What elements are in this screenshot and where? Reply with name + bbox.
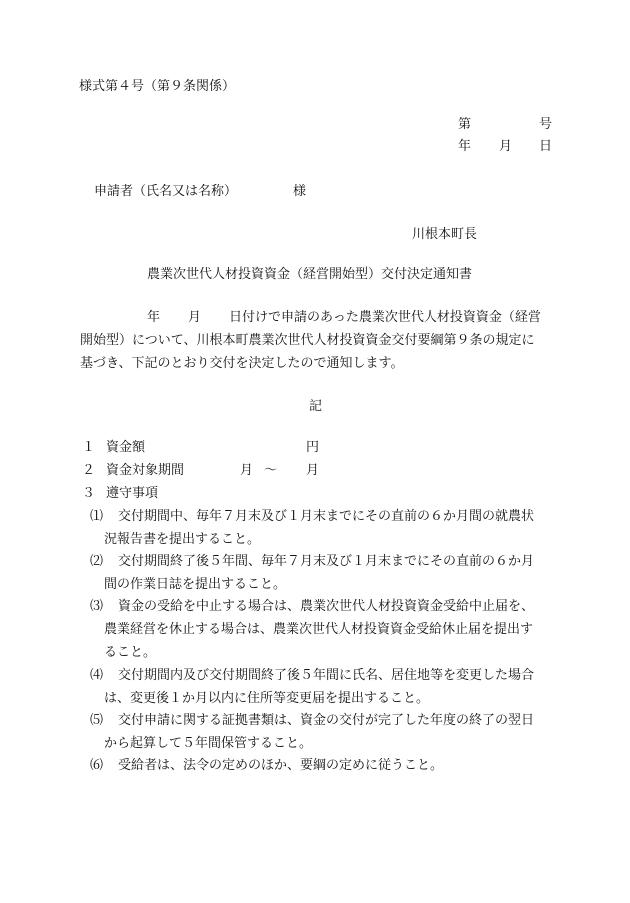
condition-5-line-1: 交付申請に関する証拠書類は、資金の交付が完了した年度の終了の翌日 [118, 713, 535, 728]
date-year-label: 年 [458, 139, 472, 154]
item-1-number: １ [82, 440, 96, 455]
condition-4-number: ⑷ [90, 668, 104, 683]
condition-2-line-2: 間の作業日誌を提出すること。 [104, 577, 287, 592]
applicant-label: 申請者（氏名又は名称） [94, 184, 238, 199]
item-3-number: ３ [82, 486, 96, 501]
condition-5-line-2: から起算して５年間保管すること。 [104, 736, 313, 751]
item-1-unit: 円 [306, 440, 320, 455]
item-2-from-month: 月 [240, 463, 254, 478]
condition-2-line-1: 交付期間終了後５年間、毎年７月末及び１月末までにその直前の６か月 [118, 554, 535, 569]
item-2-label: 資金対象期間 [106, 463, 185, 478]
form-reference: 様式第４号（第９条関係） [79, 79, 236, 94]
body-line-3: 基づき、下記のとおり交付を決定したので通知します。 [80, 356, 404, 371]
body-month-label: 月 [188, 310, 202, 325]
condition-4-line-1: 交付期間内及び交付期間終了後５年間に氏名、居住地等を変更した場合 [118, 668, 535, 683]
condition-3-number: ⑶ [90, 599, 104, 614]
item-2-tilde: 〜 [264, 463, 278, 478]
item-1-label: 資金額 [106, 440, 146, 455]
ki-label: 記 [309, 399, 323, 414]
date-month-label: 月 [499, 139, 513, 154]
condition-4-line-2: は、変更後１か月以内に住所等変更届を提出すること。 [104, 691, 430, 706]
issuer: 川根本町長 [412, 227, 478, 242]
condition-1-line-2: 況報告書を提出すること。 [104, 532, 261, 547]
condition-5-number: ⑸ [90, 713, 104, 728]
body-line-1: 日付けで申請のあった農業次世代人材投資資金（経営 [229, 310, 541, 325]
condition-3-line-2: 農業経営を休止する場合は、農業次世代人材投資資金受給休止届を提出す [104, 622, 534, 637]
condition-3-line-1: 資金の受給を中止する場合は、農業次世代人材投資資金受給中止届を、 [118, 599, 535, 614]
condition-2-number: ⑵ [90, 554, 104, 569]
condition-6-number: ⑹ [90, 758, 104, 773]
number-dai-label: 第 [458, 117, 472, 132]
document-title: 農業次世代人材投資資金（経営開始型）交付決定通知書 [147, 267, 473, 282]
number-go-label: 号 [539, 117, 553, 132]
item-2-to-month: 月 [306, 463, 320, 478]
body-year-label: 年 [147, 310, 161, 325]
condition-1-line-1: 交付期間中、毎年７月末及び１月末までにその直前の６か月間の就農状 [118, 509, 535, 524]
applicant-sama: 様 [293, 184, 307, 199]
condition-6-line-1: 受給者は、法令の定めのほか、要綱の定めに従うこと。 [118, 758, 444, 773]
condition-3-line-3: ること。 [104, 645, 157, 660]
item-3-label: 遵守事項 [106, 486, 159, 501]
condition-1-number: ⑴ [90, 509, 104, 524]
body-line-2: 開始型）について、川根本町農業次世代人材投資資金交付要綱第９条の規定に [80, 333, 535, 348]
item-2-number: ２ [82, 463, 96, 478]
date-day-label: 日 [539, 139, 553, 154]
